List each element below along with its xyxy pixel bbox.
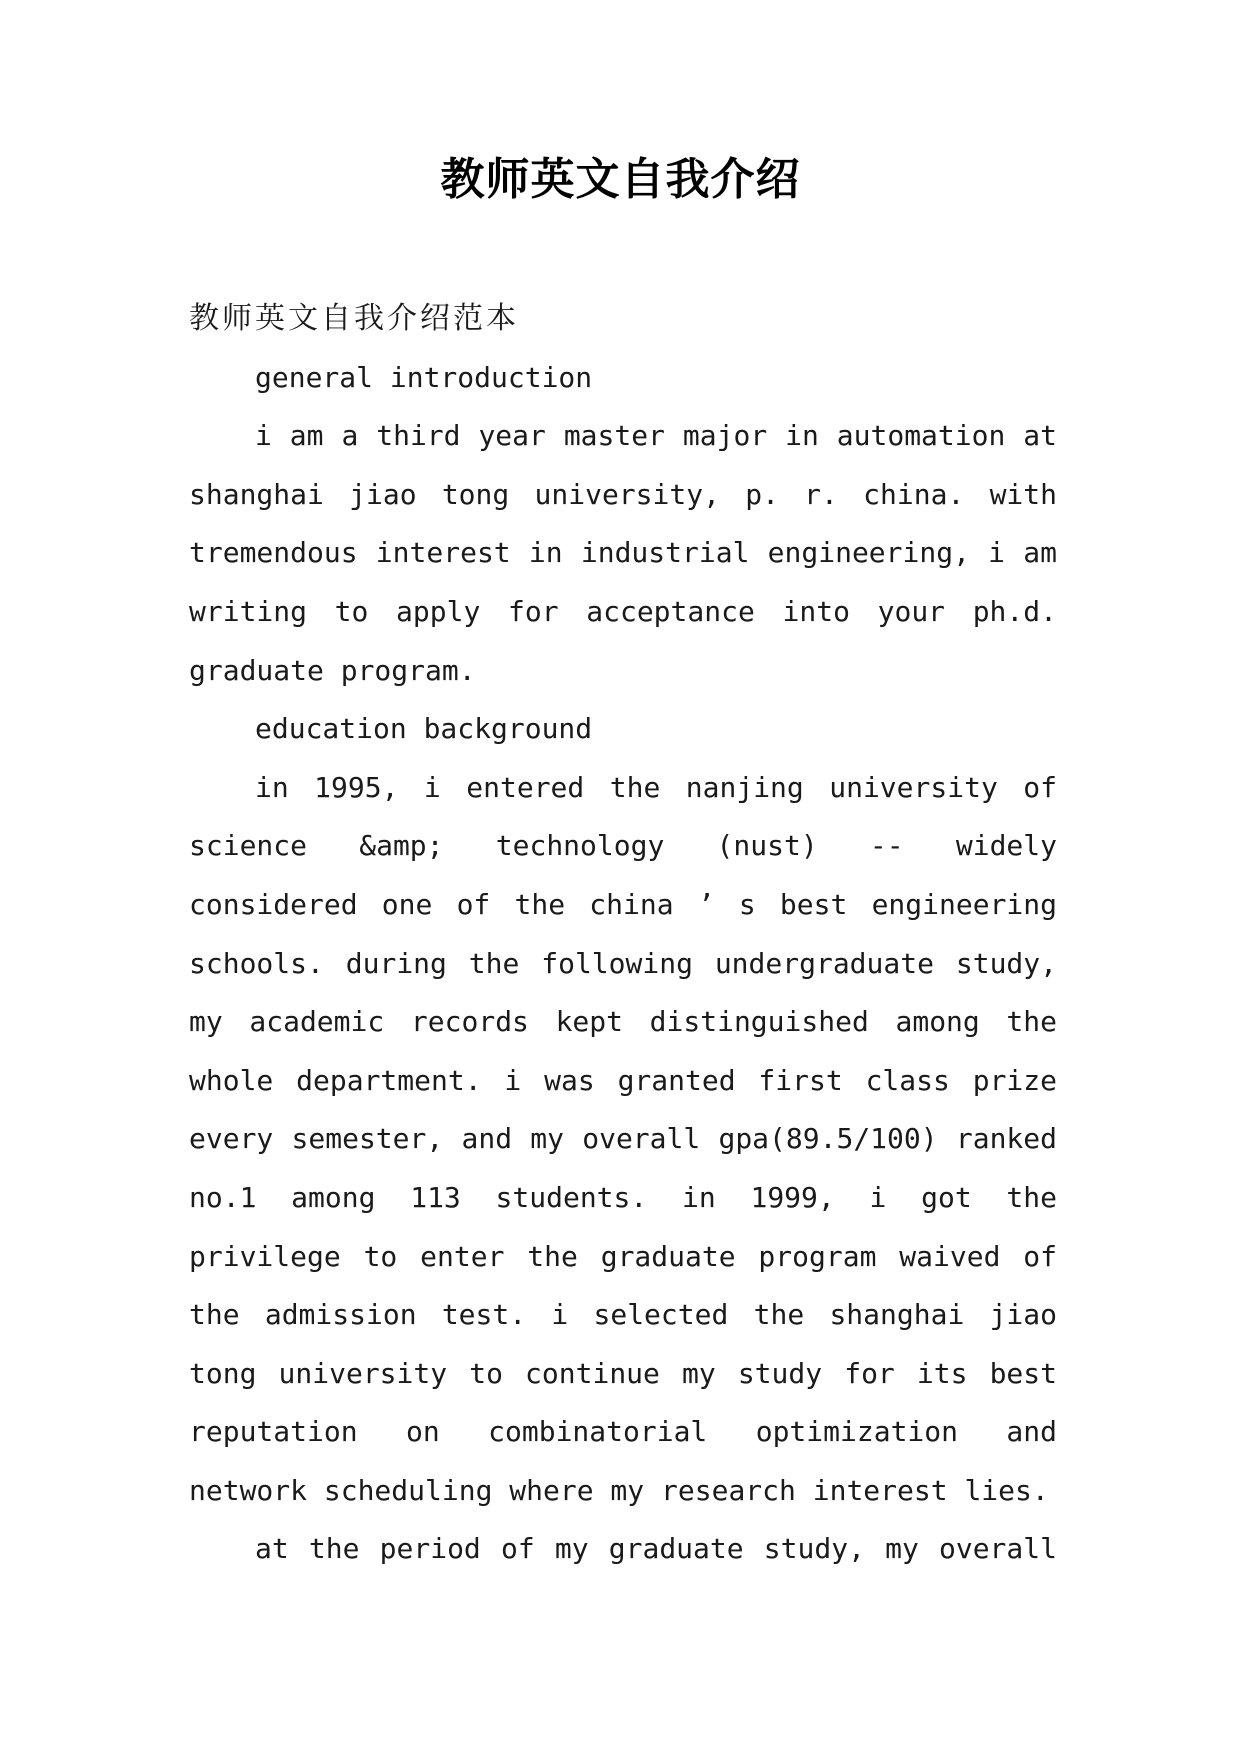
document-subtitle: 教师英文自我介绍范本 — [189, 301, 519, 336]
paragraph-line: reputation on combinatorial optimization and — [189, 1415, 1057, 1449]
paragraph-line: graduate program. — [189, 653, 476, 687]
paragraph-line: schools. during the following undergraduate study, — [189, 946, 1057, 980]
paragraph-line: in 1995, i entered the nanjing university of — [255, 770, 1057, 804]
paragraph-line: the admission test. i selected the shanghai jiao — [189, 1298, 1057, 1332]
paragraph-line: no.1 among 113 students. in 1999, i got the — [189, 1180, 1057, 1214]
paragraph-line: privilege to enter the graduate program waived of — [189, 1239, 1057, 1273]
document-body — [189, 290, 1057, 1579]
paragraph-line: i am a third year master major in automation at — [255, 419, 1057, 453]
paragraph-line: considered one of the china ’ s best engineering — [189, 887, 1057, 921]
paragraph-line: science &amp; technology (nust) -- widely — [189, 829, 1057, 863]
document-title: 教师英文自我介绍 — [440, 154, 801, 205]
paragraph-line: whole department. i was granted first class prize — [189, 1063, 1057, 1097]
paragraph-line: tong university to continue my study for its best — [189, 1356, 1057, 1390]
paragraph-line: tremendous interest in industrial engineering, i am — [189, 536, 1057, 570]
paragraph-line: my academic records kept distinguished among the — [189, 1005, 1057, 1039]
paragraph-line: every semester, and my overall gpa(89.5/100) ranked — [189, 1122, 1057, 1156]
section-heading-education: education background — [255, 712, 593, 746]
paragraph-line: writing to apply for acceptance into your ph.d. — [189, 594, 1057, 628]
section-heading-general: general introduction — [255, 360, 593, 394]
paragraph-line: network scheduling where my research interest lies. — [189, 1473, 1049, 1507]
paragraph-line: at the period of my graduate study, my overall — [255, 1532, 1057, 1566]
paragraph-line: shanghai jiao tong university, p. r. china. with — [189, 477, 1057, 511]
